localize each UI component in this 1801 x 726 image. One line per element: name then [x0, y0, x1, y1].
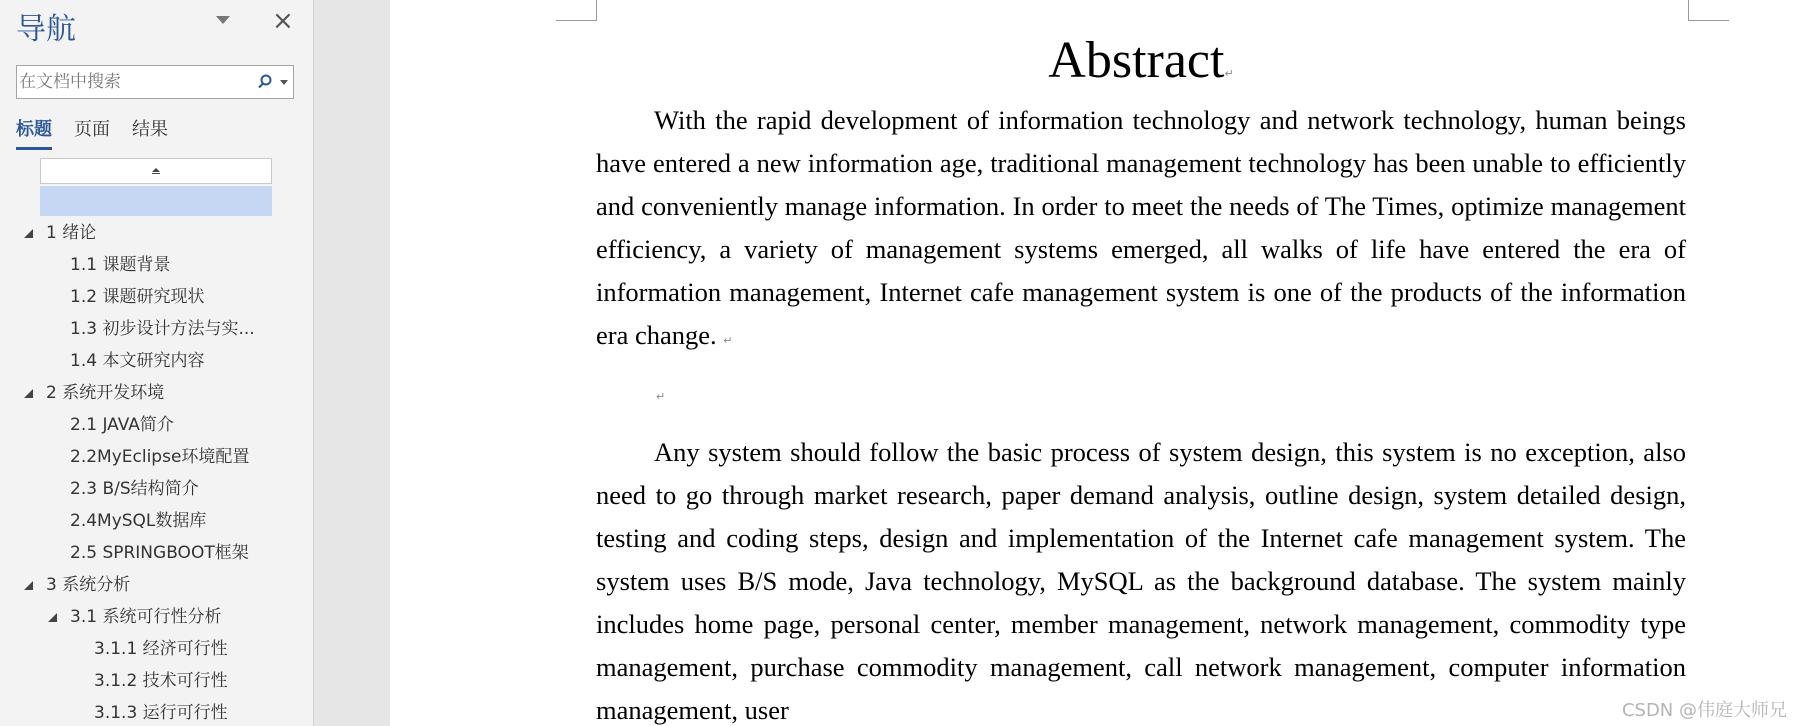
heading-item[interactable]: 2.3 B/S结构简介 — [70, 479, 199, 499]
expand-toggle-icon[interactable] — [24, 389, 33, 398]
heading-item[interactable]: 2.4MySQL数据库 — [70, 511, 207, 531]
expand-toggle-icon[interactable] — [24, 229, 33, 238]
selected-heading-row[interactable] — [40, 186, 272, 216]
margin-corner-mark — [556, 0, 597, 21]
heading-item[interactable]: 1.4 本文研究内容 — [70, 351, 205, 371]
abstract-paragraph: With the rapid development of information technology and network technology, human beings have entered a new information age, traditional management technology has been unable to efficiently and conveniently manage information. In order to meet the needs of The Times, optimize management efficiency, a variety of management systems emerged, all walks of life have entered the era of information management, Internet cafe management system is one of the products of the information era change. ↵ — [596, 105, 1686, 350]
search-box — [16, 65, 294, 99]
heading-item[interactable]: 1.2 课题研究现状 — [70, 287, 205, 307]
nav-close-icon[interactable]: × — [272, 6, 294, 36]
heading-item[interactable]: 2 系统开发环境 — [46, 383, 165, 403]
watermark: CSDN @伟庭大师兄 — [1621, 700, 1787, 721]
nav-options-icon[interactable] — [216, 16, 230, 24]
heading-item[interactable]: 3.1.3 运行可行性 — [94, 703, 228, 723]
collapse-all-button[interactable] — [40, 158, 272, 184]
tab-results[interactable]: 结果 — [132, 119, 168, 140]
document-page[interactable] — [390, 0, 1801, 726]
heading-item[interactable]: 1.3 初步设计方法与实... — [70, 319, 255, 339]
search-input[interactable] — [19, 68, 249, 96]
expand-toggle-icon[interactable] — [24, 581, 33, 590]
heading-item[interactable]: 3.1.1 经济可行性 — [94, 639, 228, 659]
heading-item[interactable]: 3 系统分析 — [46, 575, 131, 595]
heading-item[interactable]: 3.1 系统可行性分析 — [70, 607, 222, 627]
expand-toggle-icon[interactable] — [48, 613, 57, 622]
abstract-title: Abstract↵ — [1048, 32, 1234, 89]
heading-item[interactable]: 2.5 SPRINGBOOT框架 — [70, 543, 249, 563]
nav-tabs — [16, 118, 168, 150]
heading-item[interactable]: 3.1.2 技术可行性 — [94, 671, 228, 691]
nav-title: 导航 — [16, 12, 76, 47]
tab-pages[interactable]: 页面 — [74, 119, 110, 140]
heading-item[interactable]: 2.2MyEclipse环境配置 — [70, 447, 250, 467]
tab-headings[interactable]: 标题 — [16, 118, 52, 150]
abstract-paragraph: Any system should follow the basic process of system design, this system is no exception, also need to go through market research, paper demand analysis, outline design, system detailed design, testing and coding steps, design and implementation of the Internet cafe management system. The system uses B/S mode, Java technology, MySQL as the background database. The system mainly includes home page, personal center, member management, network management, commodity type management, purchase commodity management, call network management, computer information management, user — [596, 437, 1686, 725]
document-area[interactable] — [315, 0, 1801, 726]
heading-item[interactable]: 1.1 课题背景 — [70, 255, 171, 275]
search-icon[interactable] — [255, 72, 275, 92]
navigation-pane — [0, 0, 314, 726]
heading-item[interactable]: 1 绪论 — [46, 223, 97, 243]
search-options-icon[interactable] — [280, 80, 288, 85]
empty-paragraph-mark: ↵ — [656, 390, 666, 403]
collapse-up-icon — [152, 168, 160, 172]
margin-corner-mark — [1688, 0, 1729, 21]
heading-item[interactable]: 2.1 JAVA简介 — [70, 415, 174, 435]
